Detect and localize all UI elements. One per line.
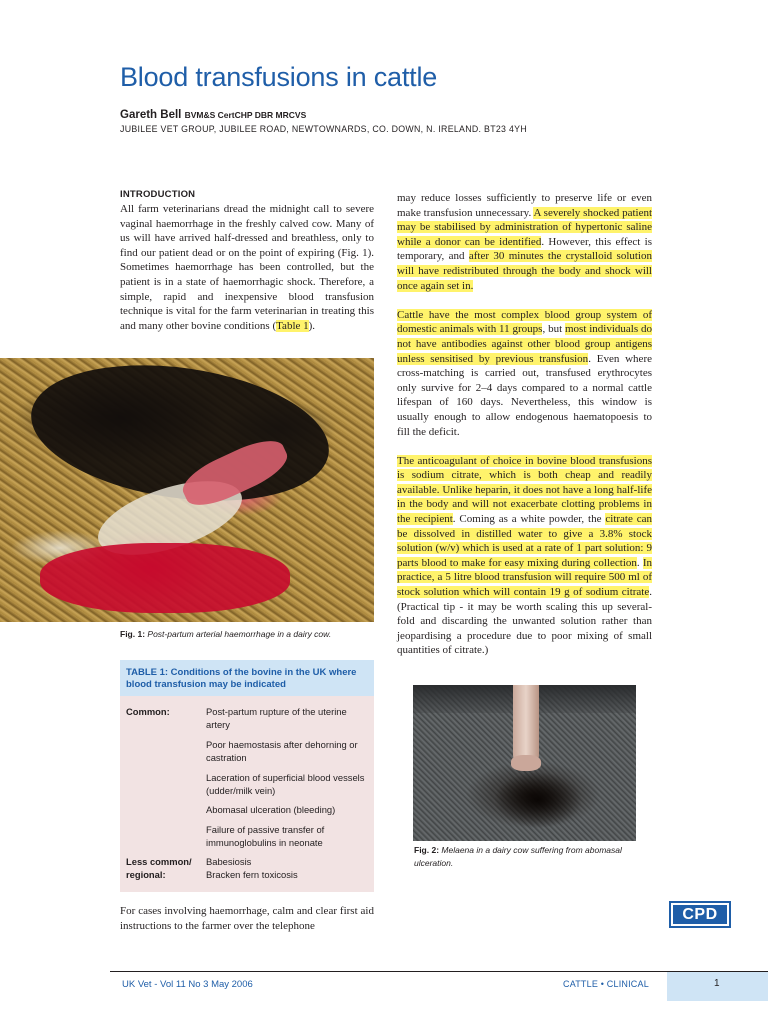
intro-text-end: ). — [308, 319, 316, 332]
text-run: . However, this effect is temporary, and — [397, 235, 652, 263]
table1-item: Post-partum rupture of the uterine artery — [206, 706, 347, 730]
cow-hoof-shape — [511, 755, 541, 771]
haemorrhage-shape — [40, 543, 290, 613]
table1-reference-link[interactable]: Table 1 — [276, 319, 309, 332]
footer-journal: UK Vet - Vol 11 No 3 May 2006 — [122, 979, 253, 990]
table1-item: Abomasal ulceration (bleeding) — [206, 804, 336, 815]
footer-page-number: 1 — [714, 978, 720, 989]
fig2-label: Fig. 2: — [414, 845, 440, 855]
author-line — [120, 109, 306, 121]
author-qualifications: BVM&S CertCHP DBR MRCVS — [184, 110, 307, 120]
text-run: . — [636, 556, 643, 569]
highlighted-text: Cattle have the most complex blood group system of domestic animals with 11 groups — [397, 308, 652, 336]
text-run: . Coming as a white powder, the — [452, 513, 606, 526]
cow-leg-shape — [513, 685, 539, 765]
table1 — [120, 660, 374, 892]
left-column-continuation — [120, 904, 374, 948]
author-name: Gareth Bell — [120, 109, 182, 121]
intro-section — [120, 188, 374, 348]
text-run: may reduce losses sufficiently to preserve life or even make transfusion unnecessary. — [397, 192, 652, 219]
highlighted-text: A severely shocked patient may be stabilised by administration of hypertonic saline while a donor can be identified — [397, 206, 653, 248]
table1-item: Poor haemostasis after dehorning or castration — [206, 739, 358, 763]
highlighted-text: most individuals do not have antibodies against other blood group antigens unless sensitised by previous transfusion — [397, 323, 652, 365]
text-run: . (Practical tip - it may be worth scaling this up several-fold and discarding the unwanted solution rather than jeopardising a procedure due to poor mixing of small quantities of citrate.) — [397, 586, 652, 657]
table1-item: Babesiosis — [206, 856, 252, 867]
table1-item: Laceration of superficial blood vessels (udder/milk vein) — [206, 772, 365, 796]
table1-title: TABLE 1: Conditions of the bovine in the UK where blood transfusion may be indicated — [120, 660, 374, 696]
continuation-paragraph: For cases involving haemorrhage, calm and clear first aid instructions to the farmer over the telephone — [120, 905, 374, 932]
table1-item: Failure of passive transfer of immunoglobulins in neonate — [206, 824, 325, 848]
right-paragraph-3 — [397, 454, 652, 658]
right-column — [397, 191, 652, 673]
intro-paragraph — [120, 202, 374, 333]
fig1-photo — [0, 358, 374, 622]
article-title: Blood transfusions in cattle — [120, 62, 438, 92]
footer-section: CATTLE • CLINICAL — [563, 979, 649, 989]
highlighted-text: citrate can be dissolved in distilled water to give a 3.8% stock solution (w/v) which is used at a rate of 1 part solution: 9 parts blood to make for easy mixing during collection — [397, 513, 652, 569]
right-paragraph-1 — [397, 191, 652, 293]
highlighted-text: The anticoagulant of choice in bovine blood transfusions is sodium citrate, which is both cheap and readily available. Unlike heparin, it does not have a long half-life in the body and will not exacerbate clotting problems in the recipient — [397, 454, 652, 526]
table1-item: Bracken fern toxicosis — [206, 869, 298, 880]
table1-category-common: Common: — [126, 706, 170, 717]
fig1-label: Fig. 1: — [120, 629, 146, 639]
author-affiliation: JUBILEE VET GROUP, JUBILEE ROAD, NEWTOWNARDS, CO. DOWN, N. IRELAND. BT23 4YH — [120, 124, 528, 134]
fig1-text: Post-partum arterial haemorrhage in a dairy cow. — [147, 629, 332, 639]
fig2-caption — [414, 844, 636, 870]
intro-heading: INTRODUCTION — [120, 189, 196, 200]
fig2-text: Melaena in a dairy cow suffering from abomasal ulceration. — [414, 845, 622, 868]
text-run: , but — [542, 323, 565, 336]
text-run: . Even where cross-matching is carried out, transfused erythrocytes only survive for 2–4 days compared to a normal cattle lifespan of 160 days. Nevertheless, this window is usually enough to allow endogenous haematopoesis to fill the deficit. — [397, 352, 652, 438]
right-paragraph-2 — [397, 308, 652, 439]
table1-category-less-common: Less common/ regional: — [126, 856, 192, 880]
highlighted-text: In practice, a 5 litre blood transfusion will require 500 ml of stock solution which will contain 19 g of sodium citrate — [397, 556, 652, 599]
fig2-photo — [413, 685, 636, 841]
intro-text: All farm veterinarians dread the midnight call to severe vaginal haemorrhage in the freshly calved cow. Many of us will have arrived half-dressed and breathless, only to find our patient dead or on the point of expiring (Fig. 1). Sometimes haemorrhage has been controlled, but the patient is in a state of haemorrhagic shock. Therefore, a simple, rapid and inexpensive blood transfusion technique is vital for the farm veterinarian in treating this and many other bovine conditions ( — [120, 203, 374, 332]
fig1-caption — [120, 628, 374, 641]
highlighted-text: after 30 minutes the crystalloid solution will have redistributed through the body and shock will once again set in. — [397, 250, 652, 292]
cpd-badge: CPD — [669, 901, 731, 928]
